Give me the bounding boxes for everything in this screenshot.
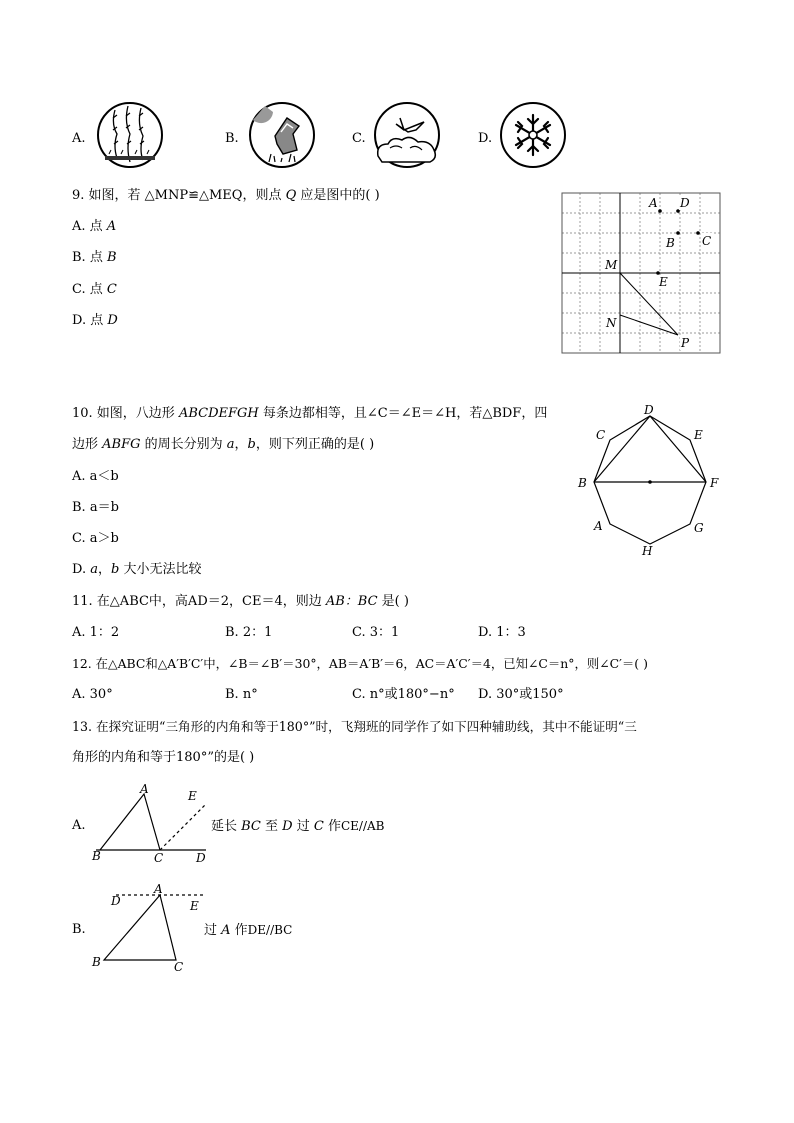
q11-stem: 11. 在△ABC中，高AD＝2，CE＝4，则边 AB：BC 是( )	[72, 594, 409, 609]
q10-option-a[interactable]: A. a＜b	[72, 469, 119, 484]
q12-option-c[interactable]: C. n°或180°−n°	[352, 687, 455, 702]
q13-option-b-text: 过 A 作DE//BC	[204, 923, 293, 938]
q13a-label-a: A	[140, 782, 149, 796]
q13-stem-line2: 角形的内角和等于180°”的是( )	[72, 750, 255, 765]
q12-option-b[interactable]: B. n°	[225, 687, 258, 702]
q10-option-c[interactable]: C. a＞b	[72, 531, 119, 546]
q8-option-b-letter[interactable]: B.	[225, 131, 239, 146]
q13b-label-b: B	[92, 955, 101, 969]
q10-label-f: F	[710, 476, 719, 490]
q9-label-a: A	[649, 196, 658, 210]
q10-label-b: B	[578, 476, 587, 490]
q10-label-a: A	[594, 519, 603, 533]
q13a-label-b: B	[92, 849, 101, 863]
q10-label-h: H	[642, 544, 653, 558]
q10-stem-line1: 10. 如图，八边形 ABCDEFGH 每条边都相等，且∠C＝∠E＝∠H，若△BDF，四	[72, 406, 548, 421]
q10-octagon-figure	[570, 402, 730, 562]
q13-option-b-letter[interactable]: B.	[72, 922, 86, 937]
q13-option-a-figure	[88, 780, 218, 866]
q10-stem-line2: 边形 ABFG 的周长分别为 a，b，则下列正确的是( )	[72, 437, 375, 452]
q10-label-c: C	[596, 428, 606, 442]
q12-option-d[interactable]: D. 30°或150°	[478, 687, 564, 702]
q9-stem: 9. 如图，若 △MNP≌△MEQ，则点 Q 应是图中的( )	[72, 188, 380, 203]
q8-option-c-letter[interactable]: C.	[352, 131, 366, 146]
q9-option-c[interactable]: C. 点 C	[72, 282, 117, 297]
q8-option-d-letter[interactable]: D.	[478, 131, 493, 146]
q13a-label-c: C	[154, 851, 164, 865]
q9-label-c: C	[702, 234, 712, 248]
q10-option-b[interactable]: B. a＝b	[72, 500, 119, 515]
q10-label-d: D	[644, 403, 654, 417]
q9-label-d: D	[680, 196, 690, 210]
q9-label-m: M	[605, 258, 618, 272]
q13-option-a-letter[interactable]: A.	[72, 818, 86, 833]
mountain-sun-icon	[247, 104, 317, 166]
q13b-label-e: E	[190, 899, 199, 913]
q8-option-a-letter[interactable]: A.	[72, 131, 86, 146]
bird-clouds-icon	[372, 104, 442, 166]
q10-option-d[interactable]: D. a，b 大小无法比较	[72, 562, 202, 577]
q11-option-a[interactable]: A. 1：2	[72, 625, 120, 640]
q13b-label-d: D	[111, 894, 121, 908]
q11-option-b[interactable]: B. 2：1	[225, 625, 273, 640]
q13-option-a-text: 延长 BC 至 D 过 C 作CE//AB	[211, 819, 385, 834]
q9-option-d[interactable]: D. 点 D	[72, 313, 118, 328]
q13b-label-c: C	[174, 960, 184, 974]
rain-icon	[95, 104, 165, 166]
q13a-label-d: D	[196, 851, 206, 865]
q9-label-p: P	[681, 336, 690, 350]
q13-option-b-figure	[88, 880, 218, 972]
snowflake-icon	[498, 104, 568, 166]
q13-stem-line1: 13. 在探究证明“三角形的内角和等于180°”时，飞翔班的同学作了如下四种辅助线，其中不能证明“三	[72, 719, 637, 734]
q13b-label-a: A	[154, 882, 163, 896]
q11-option-d[interactable]: D. 1：3	[478, 625, 526, 640]
q12-option-a[interactable]: A. 30°	[72, 687, 113, 702]
q10-label-e: E	[694, 428, 703, 442]
q9-option-b[interactable]: B. 点 B	[72, 250, 117, 265]
q10-label-g: G	[694, 521, 704, 535]
q11-option-c[interactable]: C. 3：1	[352, 625, 400, 640]
q9-label-n: N	[606, 316, 617, 330]
q13a-label-e: E	[188, 789, 197, 803]
q9-option-a[interactable]: A. 点 A	[72, 219, 117, 234]
q12-stem: 12. 在△ABC和△A′B′C′中，∠B＝∠B′＝30°，AB＝A′B′＝6，AC＝A′C′＝4，已知∠C＝n°，则∠C′＝( )	[72, 656, 648, 671]
q9-label-e: E	[659, 275, 668, 289]
q9-label-b: B	[666, 236, 675, 250]
q9-grid-figure	[562, 193, 722, 355]
